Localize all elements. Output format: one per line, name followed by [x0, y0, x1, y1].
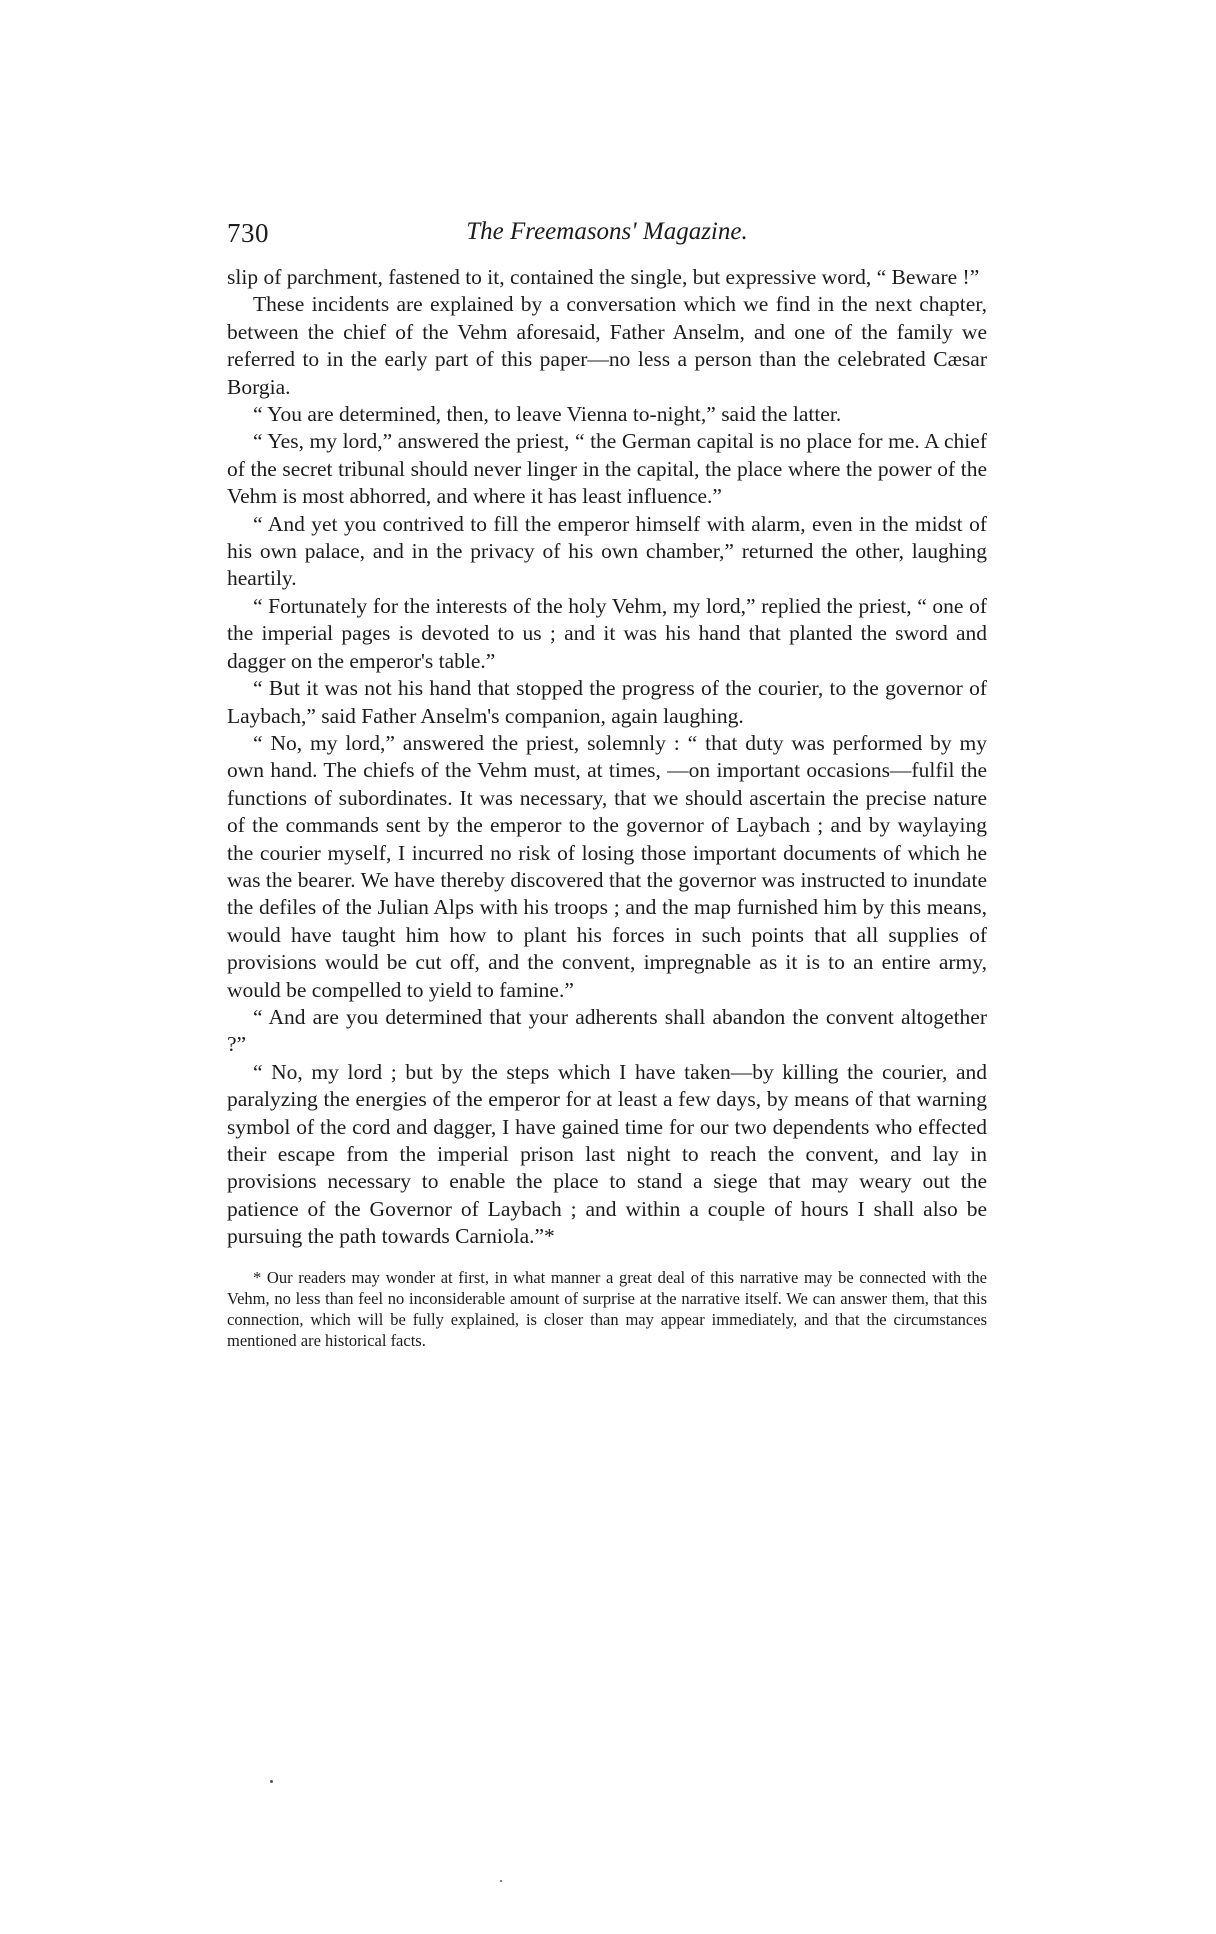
- paragraph: These incidents are explained by a conversation which we find in the next chapter, between the chief of the Vehm aforesaid, Father Anselm, and one of the family we referred to in the early part of this paper—no less a person than the celebrated Cæsar Borgia.: [227, 292, 987, 399]
- paragraph: “ But it was not his hand that stopped the progress of the courier, to the governor of Laybach,” said Father Anselm's companion, again laughing.: [227, 676, 987, 728]
- paragraph: “ Fortunately for the interests of the holy Vehm, my lord,” replied the priest, “ one of the imperial pages is devoted to us ; and it was his hand that planted the sword and dagger on the emperor's table.”: [227, 593, 987, 673]
- page-header: [227, 218, 987, 258]
- paragraph: “ Yes, my lord,” answered the priest, “ the German capital is no place for me. A chief of the secret tribunal should never linger in the capital, the place where the power of the Vehm is most abhorred, and where it has least influence.”: [227, 429, 987, 509]
- footnote: * Our readers may wonder at first, in what manner a great deal of this narrative may be connected with the Vehm, no less than feel no inconsiderable amount of surprise at the narrative itself. We can answer them, that this connection, which will be fully explained, is closer than may appear immediately, and that the circumstances mentioned are historical facts.: [227, 1267, 987, 1350]
- paragraph: slip of parchment, fastened to it, contained the single, but expressive word, “ Beware !”: [227, 265, 980, 289]
- page-number: 730: [227, 218, 269, 248]
- paragraph: “ No, my lord,” answered the priest, solemnly : “ that duty was performed by my own hand. The chiefs of the Vehm must, at times, —on important occasions—fulfil the functions of subordinates. It was necessary, that we should ascertain the precise nature of the commands sent by the emperor to the governor of Laybach ; and by waylaying the courier myself, I incurred no risk of losing those important documents of which he was the bearer. We have thereby discovered that the governor was instructed to inundate the defiles of the Julian Alps with his troops ; and the map furnished him by this means, would have taught him how to plant his forces in such points that all supplies of provisions would be cut off, and the convent, impregnable as it is to an entire army, would be compelled to yield to famine.”: [227, 730, 987, 1002]
- running-title: The Freemasons' Magazine.: [466, 218, 748, 245]
- paragraph: “ No, my lord ; but by the steps which I have taken—by killing the courier, and paralyzing the energies of the emperor for at least a few days, by means of that warning symbol of the cord and dagger, I have gained time for our two dependents who effected their escape from the imperial prison last night to reach the convent, and lay in provisions necessary to enable the place to stand a siege that may weary out the patience of the Governor of Laybach ; and within a couple of hours I shall also be pursuing the path towards Carniola.”*: [227, 1059, 987, 1249]
- paragraph: “ And are you determined that your adherents shall abandon the convent altogether ?”: [227, 1004, 987, 1057]
- page: [227, 218, 987, 1351]
- article-body: [227, 264, 987, 1251]
- paragraph: “ And yet you contrived to fill the emperor himself with alarm, even in the midst of his own palace, and in the privacy of his own chamber,” returned the other, laughing heartily.: [227, 511, 987, 591]
- ink-speck: [270, 1780, 273, 1783]
- ink-speck: [500, 1880, 502, 1882]
- paragraph: “ You are determined, then, to leave Vienna to-night,” said the latter.: [253, 402, 842, 427]
